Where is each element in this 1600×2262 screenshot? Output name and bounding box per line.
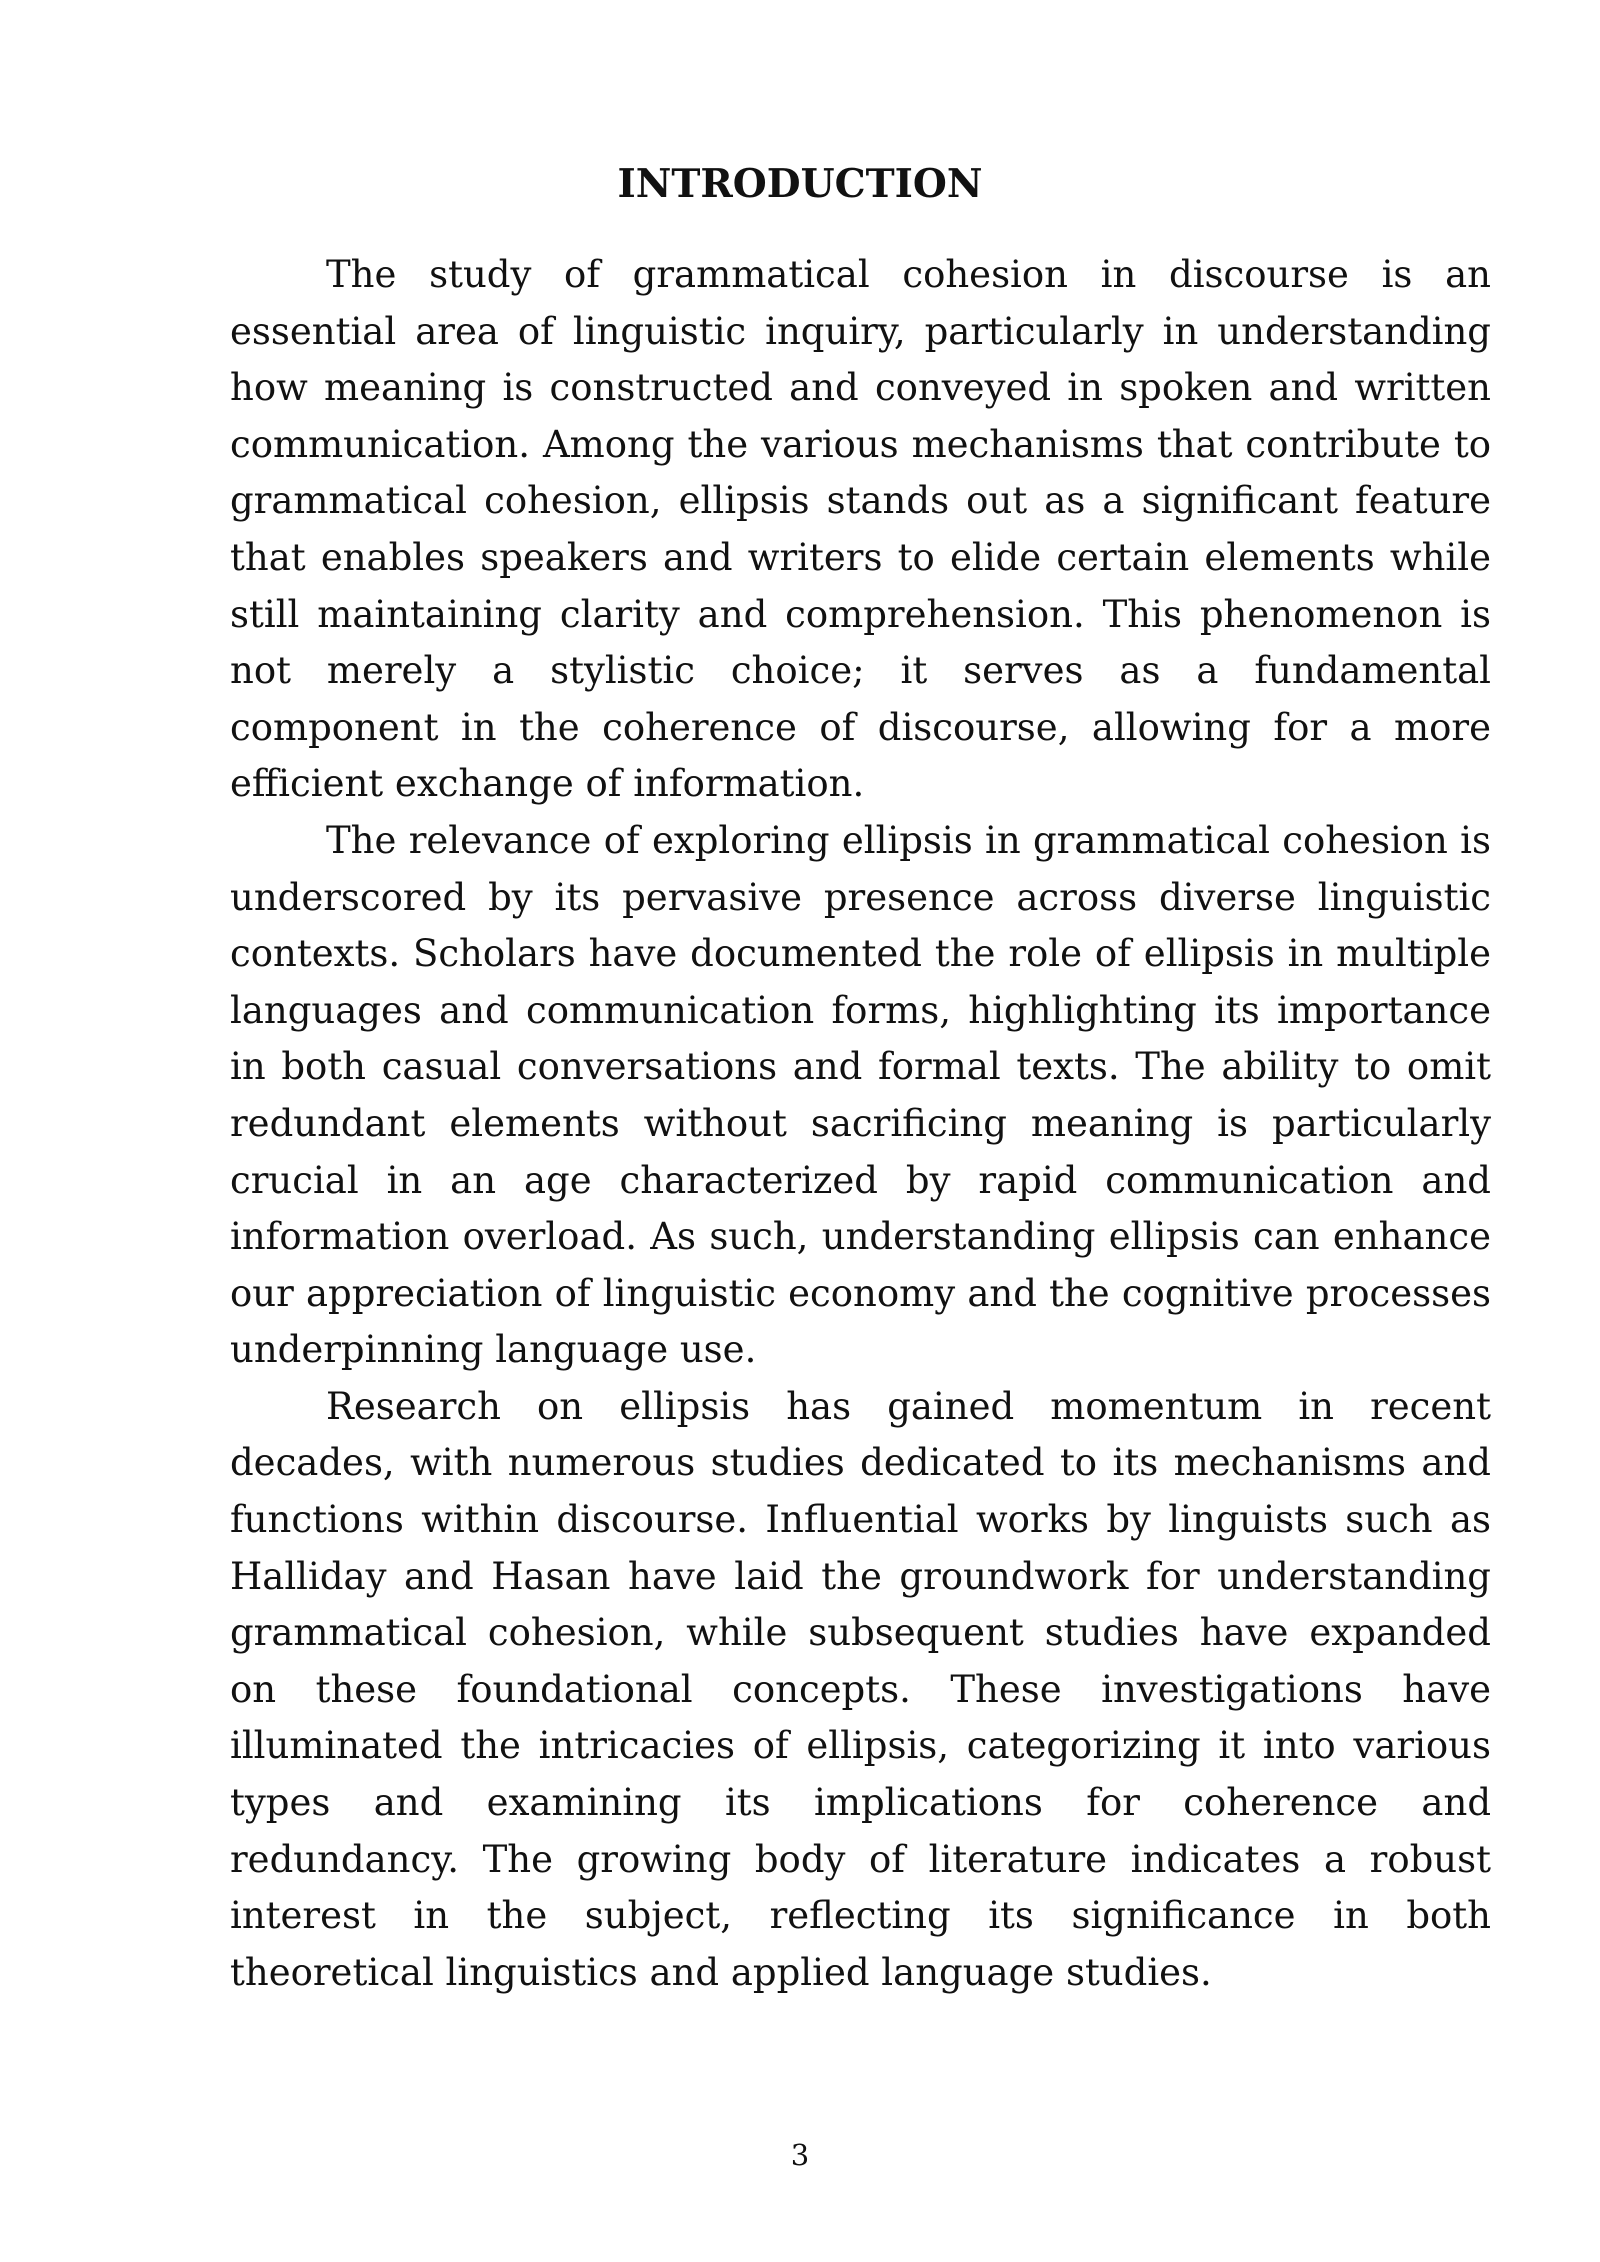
paragraph: The study of grammatical cohesion in discourse is an essential area of linguistic inquiry, particularly in understanding how meaning is constructed and conveyed in spoken and written communication. Among the various mechanisms that contribute to grammatical cohesion, ellipsis stands out as a significant feature that enables speakers and writers to elide certain elements while still maintaining clarity and comprehension. This phenomenon is not merely a stylistic choice; it serves as a fundamental component in the coherence of discourse, allowing for a more efficient exchange of information. [230,253,1491,806]
section-heading: INTRODUCTION [617,161,983,207]
paragraph: The relevance of exploring ellipsis in grammatical cohesion is underscored by its pervasive presence across diverse linguistic contexts. Scholars have documented the role of ellipsis in multiple languages and communication forms, highlighting its importance in both casual conversations and formal texts. The ability to omit redundant elements without sacrificing meaning is particularly crucial in an age characterized by rapid communication and information overload. As such, understanding ellipsis can enhance our appreciation of linguistic economy and the cognitive processes underpinning language use. [230,818,1491,1372]
page-number: 3 [790,2138,810,2172]
paragraph: Research on ellipsis has gained momentum in recent decades, with numerous studies dedicated to its mechanisms and functions within discourse. Influential works by linguists such as Halliday and Hasan have laid the groundwork for understanding grammatical cohesion, while subsequent studies have expanded on these foundational concepts. These investigations have illuminated the intricacies of ellipsis, categorizing it into various types and examining its implications for coherence and redundancy. The growing body of literature indicates a robust interest in the subject, reflecting its significance in both theoretical linguistics and applied language studies. [230,1384,1491,1994]
body-text [230,247,1491,2001]
